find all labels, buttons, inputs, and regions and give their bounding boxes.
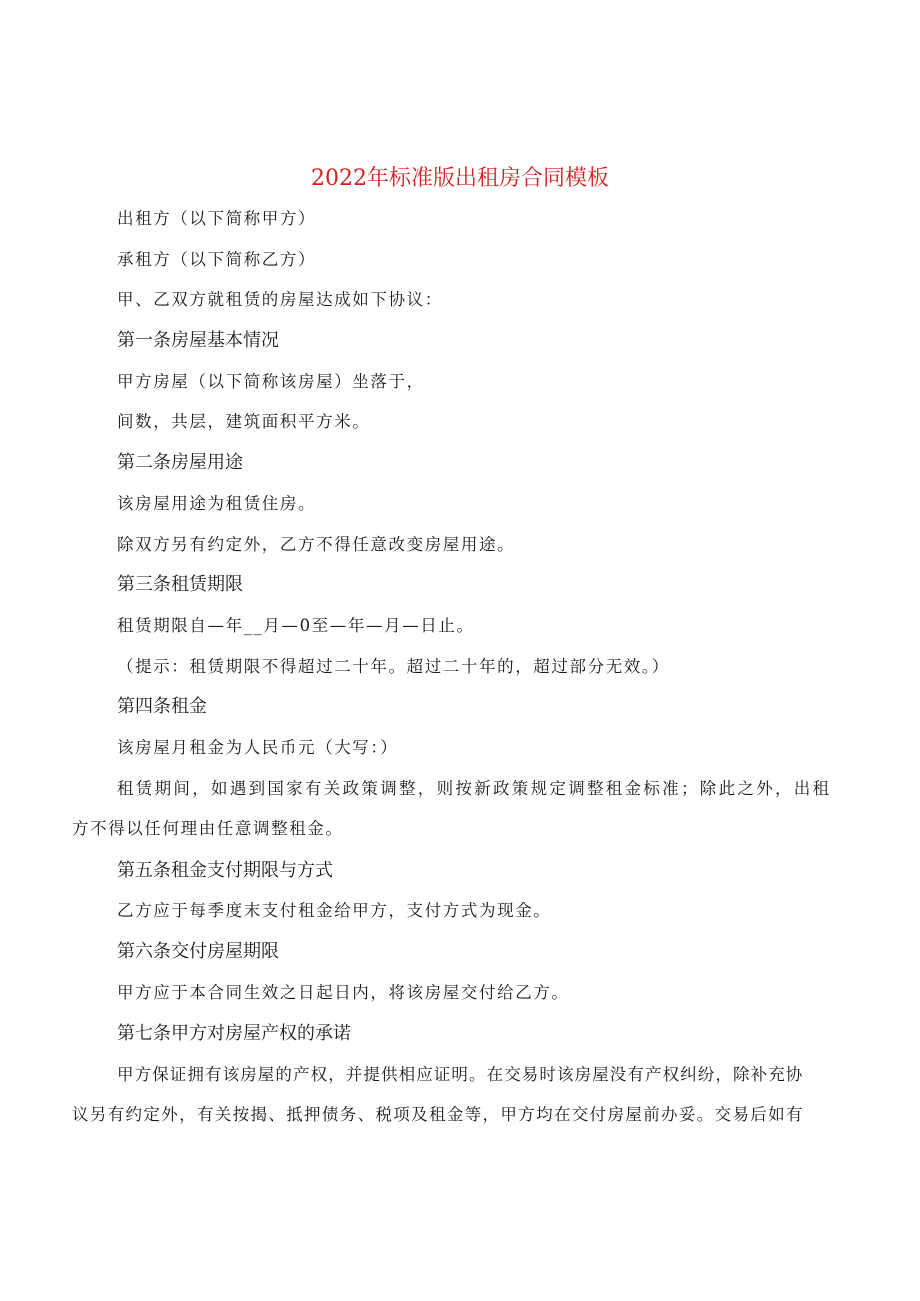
article-7-paragraph-1-line-1: 甲方保证拥有该房屋的产权，并提供相应证明。在交易时该房屋没有产权纠纷，除补充协 [117,1065,804,1084]
article-4-paragraph-2-line-2: 方不得以任何理由任意调整租金。 [72,819,344,838]
article-4-paragraph-1: 该房屋月租金为人民币元（大写：） [117,738,399,757]
article-4-paragraph-2-line-1: 租赁期间，如遇到国家有关政策调整，则按新政策规定调整租金标准；除此之外，出租 [117,779,832,798]
article-3-note: （提示：租赁期限不得超过二十年。超过二十年的，超过部分无效。） [117,657,670,676]
article-2-paragraph-2: 除双方另有约定外，乙方不得任意改变房屋用途。 [117,535,516,554]
article-5-paragraph-1: 乙方应于每季度末支付租金给甲方，支付方式为现金。 [117,901,552,920]
article-1-heading: 第一条房屋基本情况 [117,330,279,351]
article-3-paragraph-1: 租赁期限自—年__月—0至—年—月—日止。 [117,616,475,635]
article-6-paragraph-1: 甲方应于本合同生效之日起日内，将该房屋交付给乙方。 [117,983,570,1002]
article-7-heading: 第七条甲方对房屋产权的承诺 [117,1023,351,1044]
lessor-line: 出租方（以下简称甲方） [117,209,317,228]
article-1-paragraph-2: 间数，共层，建筑面积平方米。 [117,412,371,431]
article-1-paragraph-1: 甲方房屋（以下简称该房屋）坐落于， [117,372,425,391]
article-5-heading: 第五条租金支付期限与方式 [117,860,333,881]
article-3-heading: 第三条租赁期限 [117,574,243,595]
article-2-paragraph-1: 该房屋用途为租赁住房。 [117,494,317,513]
agreement-intro: 甲、乙双方就租赁的房屋达成如下协议： [117,290,443,309]
article-4-heading: 第四条租金 [117,696,207,717]
document-title: 2022年标准版出租房合同模板 [311,166,609,191]
lessee-line: 承租方（以下简称乙方） [117,250,317,269]
article-7-paragraph-1-line-2: 议另有约定外，有关按揭、抵押债务、税项及租金等，甲方均在交付房屋前办妥。交易后如有 [72,1105,804,1124]
article-6-heading: 第六条交付房屋期限 [117,941,279,962]
article-2-heading: 第二条房屋用途 [117,452,243,473]
